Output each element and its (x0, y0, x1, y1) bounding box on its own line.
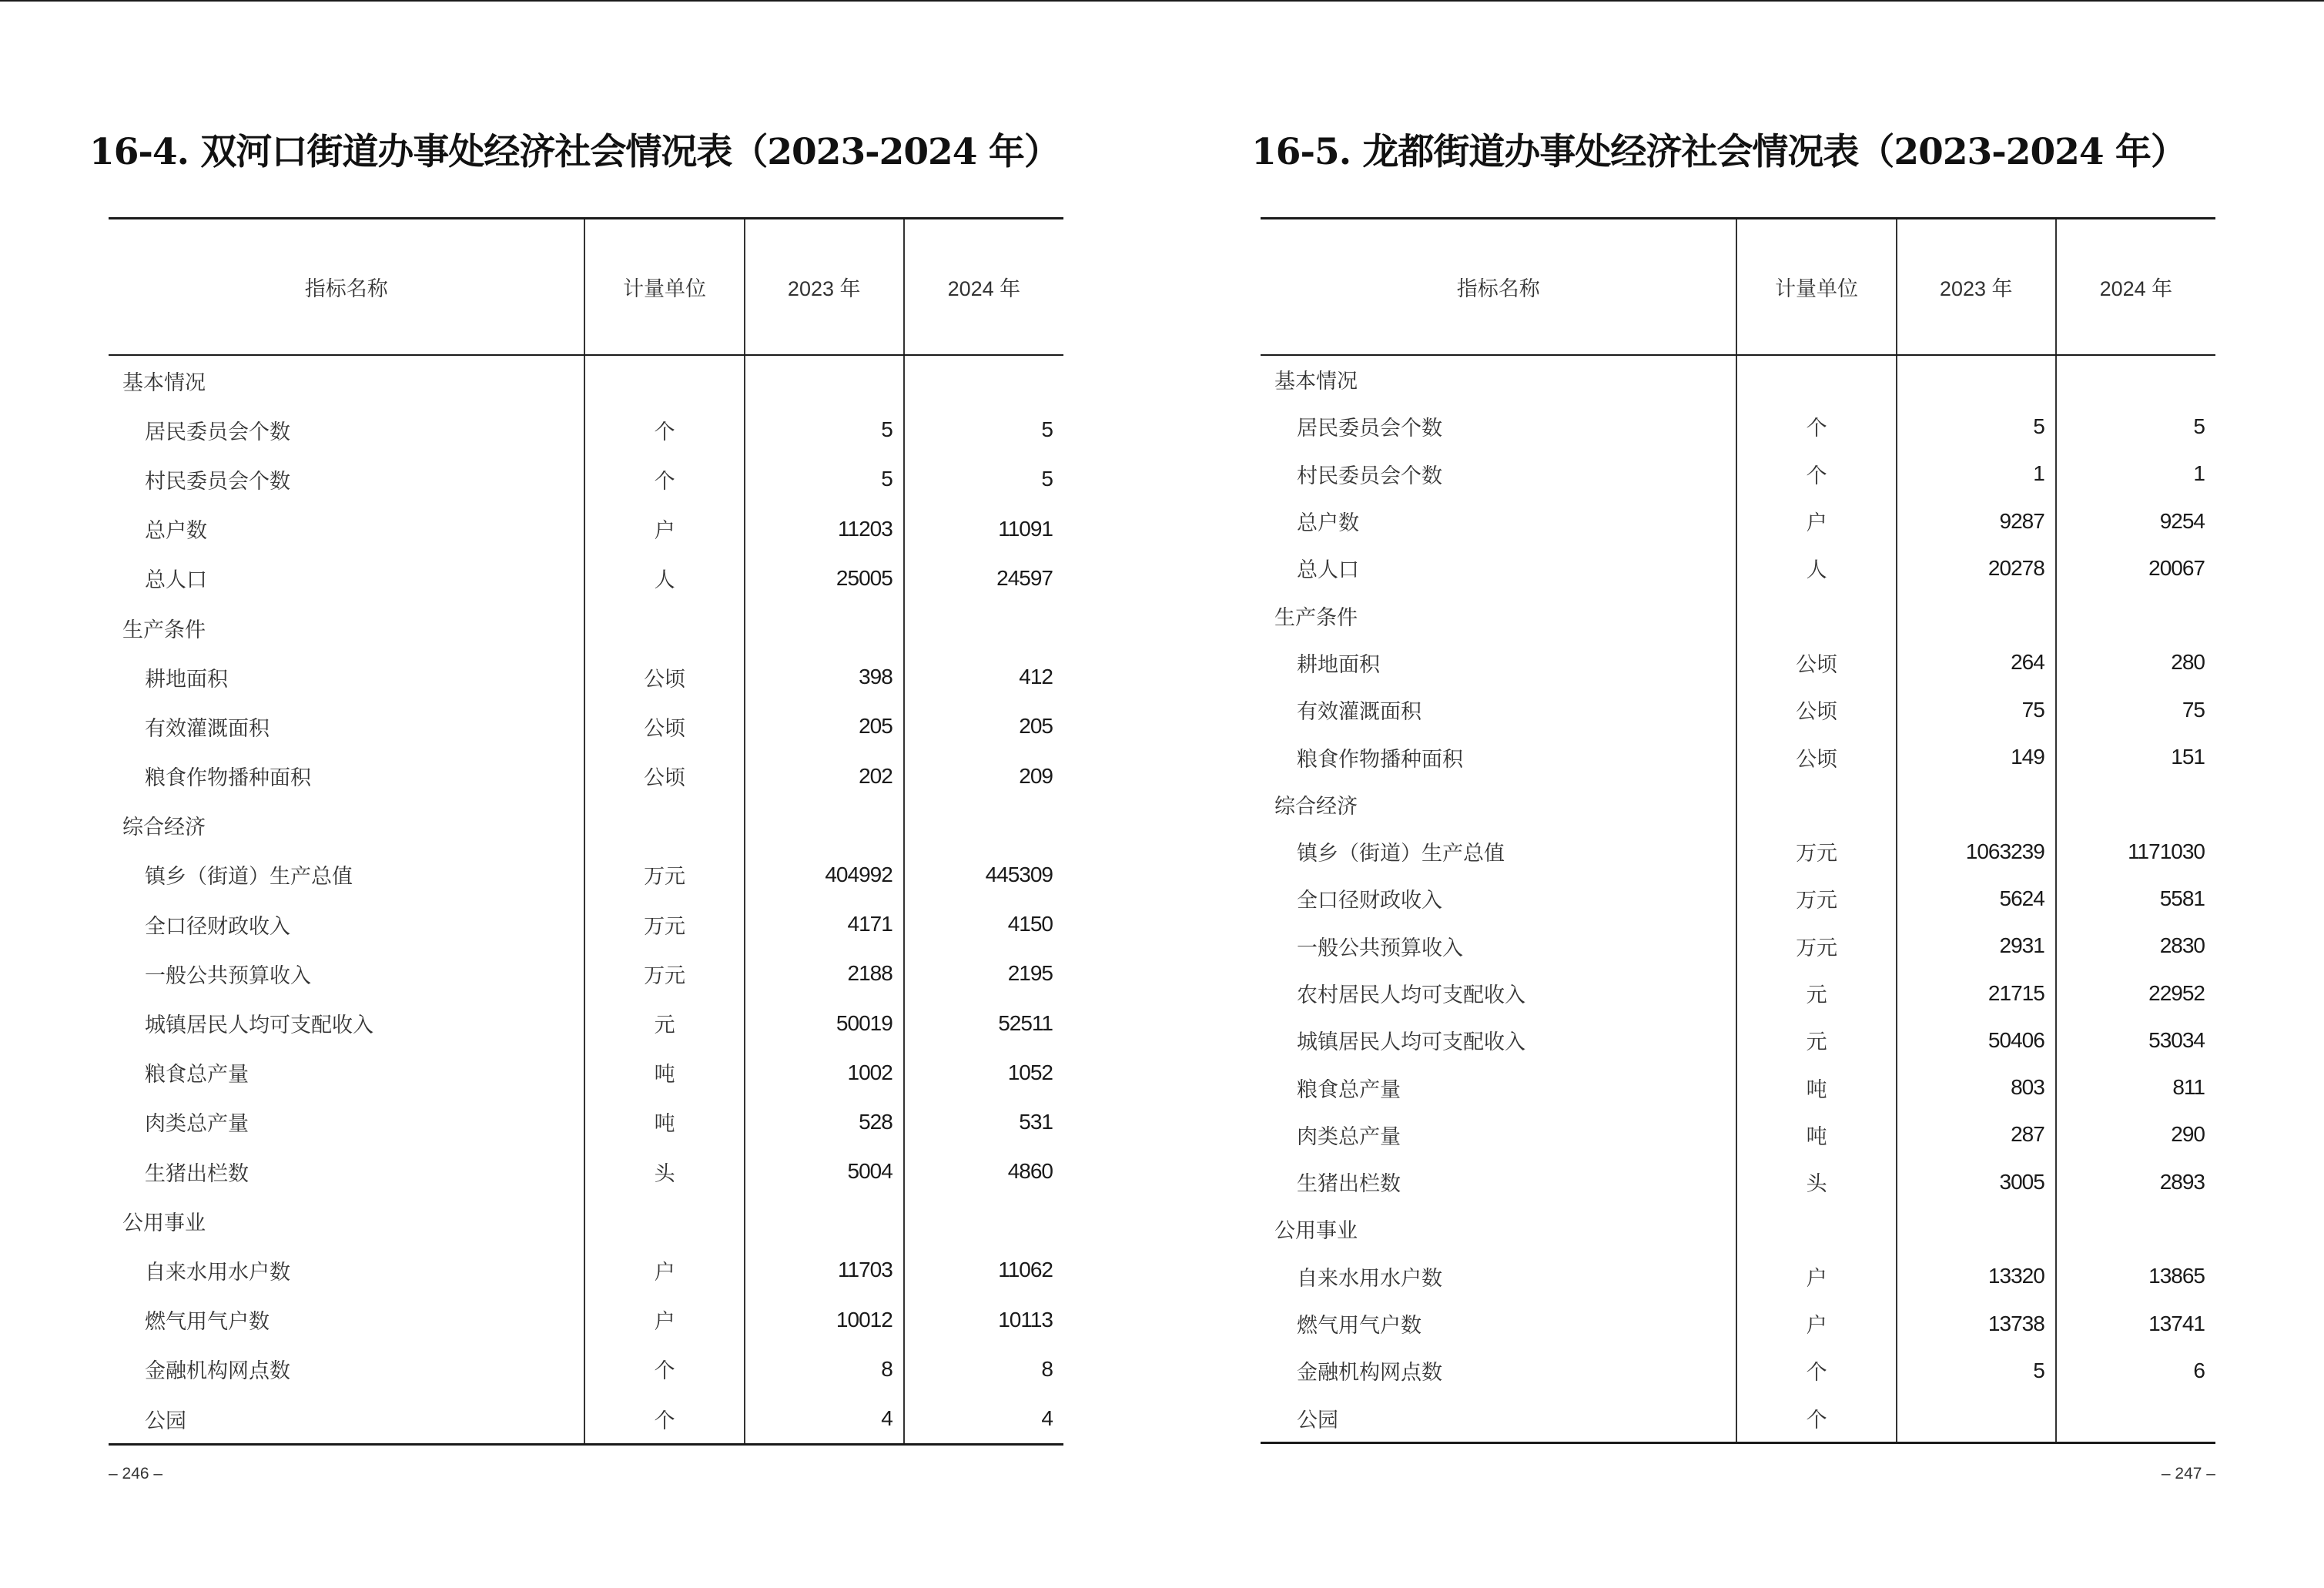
value-2024-cell: 280 (2056, 639, 2215, 686)
page-title: 16-4. 双河口街道办事处经济社会情况表（2023-2024 年） (89, 131, 1060, 173)
value-2023-cell (745, 1196, 904, 1245)
indicator-name-cell: 生产条件 (1274, 605, 1358, 630)
value-2024-cell: 4 (904, 1394, 1063, 1445)
value-2023-cell: 264 (1897, 639, 2056, 686)
page-number: – 247 – (2161, 1465, 2215, 1482)
table-row (109, 652, 1063, 702)
value-2023-cell: 75 (1897, 686, 2056, 733)
section-row (109, 801, 1063, 850)
value-2024-cell: 11091 (904, 504, 1063, 554)
value-2024-cell (2056, 781, 2215, 828)
value-2023-cell: 1 (1897, 451, 2056, 498)
table-row (1261, 1064, 2215, 1111)
value-2024-cell (904, 355, 1063, 405)
unit-cell: 万元 (584, 949, 744, 998)
indicator-name-cell: 粮食总产量 (145, 1063, 249, 1087)
value-2023-cell: 5 (1897, 403, 2056, 450)
value-2023-cell: 11203 (745, 504, 904, 554)
indicator-name-cell: 总人口 (1297, 558, 1359, 583)
value-2023-cell: 50019 (745, 998, 904, 1047)
table-row (109, 1345, 1063, 1394)
section-row (109, 603, 1063, 652)
value-2023-cell: 1002 (745, 1048, 904, 1097)
unit-cell: 公顷 (1736, 733, 1896, 780)
indicator-name-cell: 燃气用气户数 (1297, 1314, 1422, 1338)
unit-cell: 户 (1736, 498, 1896, 544)
indicator-name-cell: 金融机构网点数 (145, 1359, 290, 1384)
value-2023-cell: 21715 (1897, 970, 2056, 1017)
value-2023-cell (1897, 355, 2056, 403)
indicator-name-cell: 生产条件 (122, 618, 206, 642)
unit-cell: 个 (1736, 1395, 1896, 1443)
page-title: 16-5. 龙都街道办事处经济社会情况表（2023-2024 年） (1251, 131, 2186, 173)
unit-cell (1736, 591, 1896, 638)
unit-cell (584, 801, 744, 850)
unit-cell: 万元 (1736, 875, 1896, 922)
indicator-name-cell: 肉类总产量 (145, 1112, 249, 1137)
value-2023-cell: 4 (745, 1394, 904, 1445)
value-2024-cell: 412 (904, 652, 1063, 702)
indicator-name-cell: 金融机构网点数 (1297, 1361, 1442, 1385)
indicator-name-cell: 总人口 (145, 568, 207, 593)
value-2024-cell: 13741 (2056, 1300, 2215, 1347)
table-row (109, 998, 1063, 1047)
value-2023-cell: 2931 (1897, 923, 2056, 970)
indicator-name-cell: 居民委员会个数 (1297, 417, 1442, 441)
table-row (109, 752, 1063, 801)
table-row (109, 850, 1063, 900)
indicator-name-cell: 基本情况 (1274, 370, 1358, 394)
unit-cell: 公顷 (584, 652, 744, 702)
indicator-name-cell: 公用事业 (122, 1211, 206, 1235)
page-number: – 246 – (109, 1465, 163, 1482)
unit-cell: 人 (584, 554, 744, 603)
unit-cell (1736, 781, 1896, 828)
value-2024-cell: 5 (904, 454, 1063, 504)
value-2023-cell (1897, 1205, 2056, 1252)
value-2023-cell: 5 (1897, 1347, 2056, 1394)
table-row (1261, 403, 2215, 450)
unit-cell: 万元 (584, 900, 744, 949)
unit-cell (1736, 1205, 1896, 1252)
value-2024-cell (904, 603, 1063, 652)
unit-cell: 吨 (584, 1048, 744, 1097)
unit-cell: 个 (1736, 451, 1896, 498)
value-2023-cell: 404992 (745, 850, 904, 900)
table-row (109, 1295, 1063, 1345)
value-2024-cell: 2893 (2056, 1158, 2215, 1205)
unit-cell: 公顷 (584, 702, 744, 751)
header-year-2024: 2024 年 (2056, 219, 2215, 356)
indicator-name-cell: 全口径财政收入 (1297, 889, 1442, 913)
value-2023-cell: 20278 (1897, 544, 2056, 591)
indicator-name-cell: 肉类总产量 (1297, 1124, 1401, 1149)
value-2023-cell: 13320 (1897, 1253, 2056, 1300)
table-row (109, 405, 1063, 454)
unit-cell: 头 (1736, 1158, 1896, 1205)
indicator-name-cell: 粮食作物播种面积 (1297, 747, 1463, 772)
unit-cell: 个 (584, 1345, 744, 1394)
table-header-row (1261, 219, 2215, 356)
indicator-name-cell: 公园 (145, 1409, 186, 1433)
value-2023-cell (745, 355, 904, 405)
header-unit: 计量单位 (1736, 219, 1896, 356)
statistics-table (109, 217, 1063, 1446)
table-row (1261, 1347, 2215, 1394)
indicator-name-cell: 村民委员会个数 (1297, 464, 1442, 488)
section-row (1261, 1205, 2215, 1252)
table-row (109, 702, 1063, 751)
indicator-name-cell: 粮食总产量 (1297, 1077, 1401, 1102)
value-2023-cell: 25005 (745, 554, 904, 603)
value-2024-cell: 52511 (904, 998, 1063, 1047)
table-row (1261, 639, 2215, 686)
indicator-name-cell: 有效灌溉面积 (145, 716, 270, 741)
table-row (1261, 828, 2215, 875)
value-2024-cell: 5 (2056, 403, 2215, 450)
value-2023-cell: 528 (745, 1097, 904, 1147)
value-2024-cell (904, 801, 1063, 850)
value-2024-cell: 8 (904, 1345, 1063, 1394)
value-2023-cell: 1063239 (1897, 828, 2056, 875)
value-2024-cell: 1 (2056, 451, 2215, 498)
section-row (1261, 591, 2215, 638)
unit-cell: 万元 (1736, 923, 1896, 970)
indicator-name-cell: 村民委员会个数 (145, 469, 290, 494)
unit-cell: 头 (584, 1147, 744, 1196)
table-row (109, 1245, 1063, 1295)
unit-cell: 个 (584, 454, 744, 504)
indicator-name-cell: 综合经济 (1274, 794, 1358, 819)
table-row (109, 454, 1063, 504)
value-2024-cell (2056, 1205, 2215, 1252)
value-2023-cell (1897, 1395, 2056, 1443)
unit-cell: 元 (1736, 970, 1896, 1017)
value-2024-cell: 20067 (2056, 544, 2215, 591)
indicator-name-cell: 耕地面积 (1297, 652, 1380, 677)
indicator-name-cell: 耕地面积 (145, 667, 228, 692)
value-2023-cell: 5624 (1897, 875, 2056, 922)
indicator-name-cell: 农村居民人均可支配收入 (1297, 983, 1525, 1007)
table-row (1261, 733, 2215, 780)
table-row (1261, 1253, 2215, 1300)
unit-cell: 户 (584, 1245, 744, 1295)
value-2023-cell: 5 (745, 405, 904, 454)
value-2024-cell: 4860 (904, 1147, 1063, 1196)
value-2024-cell: 811 (2056, 1064, 2215, 1111)
indicator-name-cell: 粮食作物播种面积 (145, 766, 311, 791)
value-2023-cell (1897, 591, 2056, 638)
value-2024-cell: 4150 (904, 900, 1063, 949)
unit-cell: 公顷 (1736, 639, 1896, 686)
value-2023-cell: 149 (1897, 733, 2056, 780)
value-2023-cell: 803 (1897, 1064, 2056, 1111)
value-2024-cell: 10113 (904, 1295, 1063, 1345)
indicator-name-cell: 自来水用水户数 (145, 1260, 290, 1285)
table-row (1261, 1017, 2215, 1064)
table-row (1261, 498, 2215, 544)
value-2023-cell: 50406 (1897, 1017, 2056, 1064)
indicator-name-cell: 镇乡（街道）生产总值 (1297, 842, 1505, 866)
table-row (109, 1147, 1063, 1196)
value-2024-cell: 1171030 (2056, 828, 2215, 875)
table-row (1261, 875, 2215, 922)
table-row (109, 1097, 1063, 1147)
indicator-name-cell: 一般公共预算收入 (1297, 936, 1463, 960)
table-row (1261, 970, 2215, 1017)
value-2024-cell: 5581 (2056, 875, 2215, 922)
value-2023-cell: 205 (745, 702, 904, 751)
unit-cell (584, 355, 744, 405)
value-2023-cell: 398 (745, 652, 904, 702)
table-row (1261, 451, 2215, 498)
value-2024-cell (2056, 591, 2215, 638)
header-unit: 计量单位 (584, 219, 744, 356)
value-2023-cell: 13738 (1897, 1300, 2056, 1347)
indicator-name-cell: 有效灌溉面积 (1297, 700, 1422, 725)
value-2024-cell: 290 (2056, 1111, 2215, 1158)
value-2024-cell: 6 (2056, 1347, 2215, 1394)
indicator-name-cell: 综合经济 (122, 816, 206, 840)
value-2023-cell: 10012 (745, 1295, 904, 1345)
section-row (1261, 355, 2215, 403)
value-2023-cell: 202 (745, 752, 904, 801)
table-row (109, 949, 1063, 998)
table-row (1261, 1300, 2215, 1347)
left-page (89, 0, 1063, 1588)
value-2024-cell: 22952 (2056, 970, 2215, 1017)
table-row (1261, 1158, 2215, 1205)
value-2024-cell: 24597 (904, 554, 1063, 603)
indicator-name-cell: 城镇居民人均可支配收入 (1297, 1030, 1525, 1055)
value-2023-cell: 9287 (1897, 498, 2056, 544)
value-2024-cell: 75 (2056, 686, 2215, 733)
header-indicator-name: 指标名称 (1261, 219, 1736, 356)
value-2023-cell (1897, 781, 2056, 828)
unit-cell: 元 (584, 998, 744, 1047)
value-2024-cell: 2830 (2056, 923, 2215, 970)
table-row (109, 1048, 1063, 1097)
value-2023-cell: 11703 (745, 1245, 904, 1295)
indicator-name-cell: 基本情况 (122, 370, 206, 395)
unit-cell: 个 (584, 405, 744, 454)
value-2024-cell: 9254 (2056, 498, 2215, 544)
indicator-name-cell: 生猪出栏数 (1297, 1172, 1401, 1197)
value-2023-cell: 2188 (745, 949, 904, 998)
header-year-2023: 2023 年 (1897, 219, 2056, 356)
table-row (1261, 686, 2215, 733)
section-row (1261, 781, 2215, 828)
unit-cell: 个 (1736, 1347, 1896, 1394)
indicator-name-cell: 全口径财政收入 (145, 914, 290, 939)
value-2023-cell: 3005 (1897, 1158, 2056, 1205)
table-row (1261, 923, 2215, 970)
unit-cell: 公顷 (1736, 686, 1896, 733)
unit-cell: 公顷 (584, 752, 744, 801)
indicator-name-cell: 燃气用气户数 (145, 1310, 270, 1335)
value-2024-cell: 2195 (904, 949, 1063, 998)
value-2024-cell: 53034 (2056, 1017, 2215, 1064)
right-page (1251, 0, 2215, 1588)
indicator-name-cell: 一般公共预算收入 (145, 963, 311, 988)
value-2023-cell: 4171 (745, 900, 904, 949)
value-2024-cell: 209 (904, 752, 1063, 801)
value-2024-cell: 531 (904, 1097, 1063, 1147)
unit-cell (1736, 355, 1896, 403)
unit-cell: 个 (1736, 403, 1896, 450)
value-2023-cell: 5004 (745, 1147, 904, 1196)
value-2024-cell (904, 1196, 1063, 1245)
unit-cell: 人 (1736, 544, 1896, 591)
unit-cell: 吨 (584, 1097, 744, 1147)
indicator-name-cell: 公用事业 (1274, 1219, 1358, 1244)
indicator-name-cell: 自来水用水户数 (1297, 1266, 1442, 1291)
table-body (1261, 355, 2215, 1442)
unit-cell: 户 (1736, 1300, 1896, 1347)
unit-cell: 户 (584, 504, 744, 554)
table-row (109, 900, 1063, 949)
value-2023-cell (745, 801, 904, 850)
header-indicator-name: 指标名称 (109, 219, 584, 356)
value-2023-cell (745, 603, 904, 652)
table-row (109, 1394, 1063, 1445)
value-2024-cell: 151 (2056, 733, 2215, 780)
value-2024-cell: 445309 (904, 850, 1063, 900)
unit-cell (584, 1196, 744, 1245)
value-2023-cell: 5 (745, 454, 904, 504)
unit-cell: 万元 (584, 850, 744, 900)
section-row (109, 355, 1063, 405)
table-row (1261, 1111, 2215, 1158)
indicator-name-cell: 生猪出栏数 (145, 1161, 249, 1186)
unit-cell: 吨 (1736, 1064, 1896, 1111)
value-2024-cell: 11062 (904, 1245, 1063, 1295)
statistics-table (1261, 217, 2215, 1444)
unit-cell: 吨 (1736, 1111, 1896, 1158)
indicator-name-cell: 居民委员会个数 (145, 420, 290, 444)
table-row (109, 554, 1063, 603)
value-2023-cell: 287 (1897, 1111, 2056, 1158)
table-row (1261, 1395, 2215, 1443)
value-2024-cell: 5 (904, 405, 1063, 454)
header-year-2024: 2024 年 (904, 219, 1063, 356)
unit-cell (584, 603, 744, 652)
indicator-name-cell: 城镇居民人均可支配收入 (145, 1013, 373, 1038)
value-2024-cell (2056, 355, 2215, 403)
table-row (1261, 544, 2215, 591)
header-year-2023: 2023 年 (745, 219, 904, 356)
value-2024-cell: 1052 (904, 1048, 1063, 1097)
unit-cell: 万元 (1736, 828, 1896, 875)
unit-cell: 个 (584, 1394, 744, 1445)
section-row (109, 1196, 1063, 1245)
value-2024-cell: 13865 (2056, 1253, 2215, 1300)
table-row (109, 504, 1063, 554)
value-2024-cell: 205 (904, 702, 1063, 751)
unit-cell: 元 (1736, 1017, 1896, 1064)
indicator-name-cell: 镇乡（街道）生产总值 (145, 865, 353, 889)
value-2023-cell: 8 (745, 1345, 904, 1394)
table-body (109, 355, 1063, 1445)
unit-cell: 户 (584, 1295, 744, 1345)
table-header-row (109, 219, 1063, 356)
value-2024-cell (2056, 1395, 2215, 1443)
indicator-name-cell: 总户数 (145, 519, 207, 544)
unit-cell: 户 (1736, 1253, 1896, 1300)
indicator-name-cell: 公园 (1297, 1408, 1338, 1432)
indicator-name-cell: 总户数 (1297, 511, 1359, 536)
